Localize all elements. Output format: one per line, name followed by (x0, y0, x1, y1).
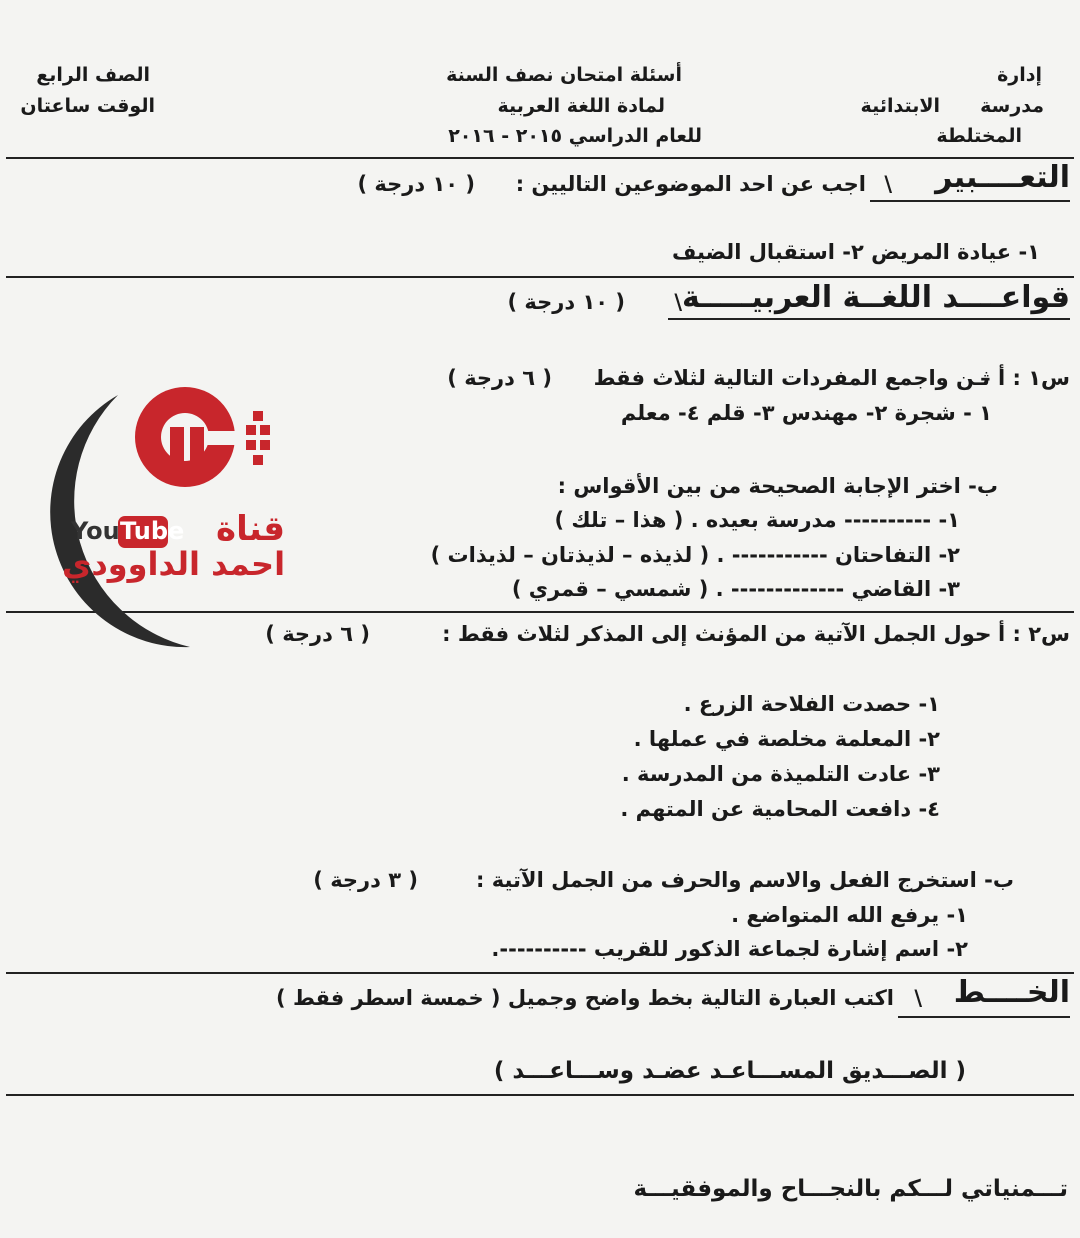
channel-owner: احمد الداوودي (62, 545, 286, 583)
grammar-title: قواعــــد اللغــة العربيـــــة (681, 280, 1070, 315)
divider (6, 157, 1074, 159)
q2b-item-1: ١- يرفع الله المتواضع . (731, 903, 968, 927)
handwriting-instruction: اكتب العبارة التالية بخط واضح وجميل ( خمسة اسطر فقط ) (276, 986, 894, 1010)
q2-item-2: ٢- المعلمة مخلصة في عملها . (633, 727, 940, 751)
grammar-grade: ( ١٠ درجة ) (507, 290, 625, 314)
exam-duration: الوقت ساعتان (20, 95, 155, 117)
channel-logo-icon (40, 375, 370, 650)
youtube-word-a: You (71, 517, 120, 545)
closing-note: تـــمنياتي لـــكم بالنجـــاح والموفقيـــة (633, 1176, 1068, 1202)
q1-words: ١ - شجرة ٢- مهندس ٣- قلم ٤- معلم (620, 401, 992, 425)
grade-level: الصف الرابع (36, 64, 150, 86)
q1b-item-1: ١- ---------- مدرسة بعيده . ( هذا – تلك ) (554, 508, 960, 532)
handwriting-phrase: ( الصـــديق المســـاعـد عضـد وســـاعـــد ) (493, 1058, 966, 1084)
school-label: مدرسة (980, 95, 1044, 117)
channel-watermark (40, 375, 370, 650)
q2-item-3: ٣- عادت التلميذة من المدرسة . (621, 762, 940, 786)
divider (6, 276, 1074, 278)
title-underline (870, 200, 1070, 202)
q1-grade: ( ٦ درجة ) (447, 366, 552, 390)
academic-year: للعام الدراسي ٢٠١٥ - ٢٠١٦ (448, 125, 702, 147)
title-underline (668, 318, 1070, 320)
school-type: الابتدائية (860, 95, 940, 117)
divider (6, 972, 1074, 974)
q2-label: س٢ : أ – (980, 622, 1070, 646)
grammar-slash: \ (674, 290, 682, 314)
q1b-item-2: ٢- التفاحتان ----------- . ( لذيذه – لذيذتان – لذيذات ) (430, 543, 960, 567)
admin-label: إدارة (997, 64, 1042, 86)
subject-title: لمادة اللغة العربية (497, 95, 665, 117)
handwriting-title: الخــــط (953, 975, 1070, 1010)
q1b-instruction: ب- اختر الإجابة الصحيحة من بين الأقواس : (557, 474, 998, 498)
q1b-item-3: ٣- القاضي ------------- . ( شمسي – قمري ) (511, 577, 960, 601)
channel-label: قناة (216, 509, 285, 549)
q2-instruction: حول الجمل الآتية من المؤنث إلى المذكر لثلاث فقط : (442, 622, 990, 646)
divider (6, 1094, 1074, 1096)
q2b-item-2: ٢- اسم إشارة لجماعة الذكور للقريب ----------. (491, 937, 968, 961)
q2b-instruction: ب- استخرج الفعل والاسم والحرف من الجمل الآتية : (476, 868, 1014, 892)
q2-item-4: ٤- دافعت المحامية عن المتهم . (620, 797, 940, 821)
expression-instruction: اجب عن احد الموضوعين التاليين : (515, 172, 866, 196)
expression-topics: ١- عيادة المريض ٢- استقبال الضيف (672, 240, 1040, 264)
q1-label: س١ : أ – (980, 366, 1070, 390)
youtube-word-b: Tube (120, 517, 185, 545)
expression-grade: ( ١٠ درجة ) (357, 172, 475, 196)
q2-grade: ( ٦ درجة ) (265, 622, 370, 646)
title-underline (898, 1016, 1070, 1018)
expression-title: التعــــبير (935, 160, 1070, 195)
expression-slash: \ (884, 172, 892, 196)
q2-item-1: ١- حصدت الفلاحة الزرع . (683, 692, 940, 716)
school-mixed: المختلطة (936, 125, 1022, 147)
q1-instruction: ثـن واجمع المفردات التالية لثلاث فقط (593, 366, 990, 390)
handwriting-slash: \ (914, 986, 922, 1010)
exam-title: أسئلة امتحان نصف السنة (446, 64, 682, 86)
q2b-grade: ( ٣ درجة ) (313, 868, 418, 892)
